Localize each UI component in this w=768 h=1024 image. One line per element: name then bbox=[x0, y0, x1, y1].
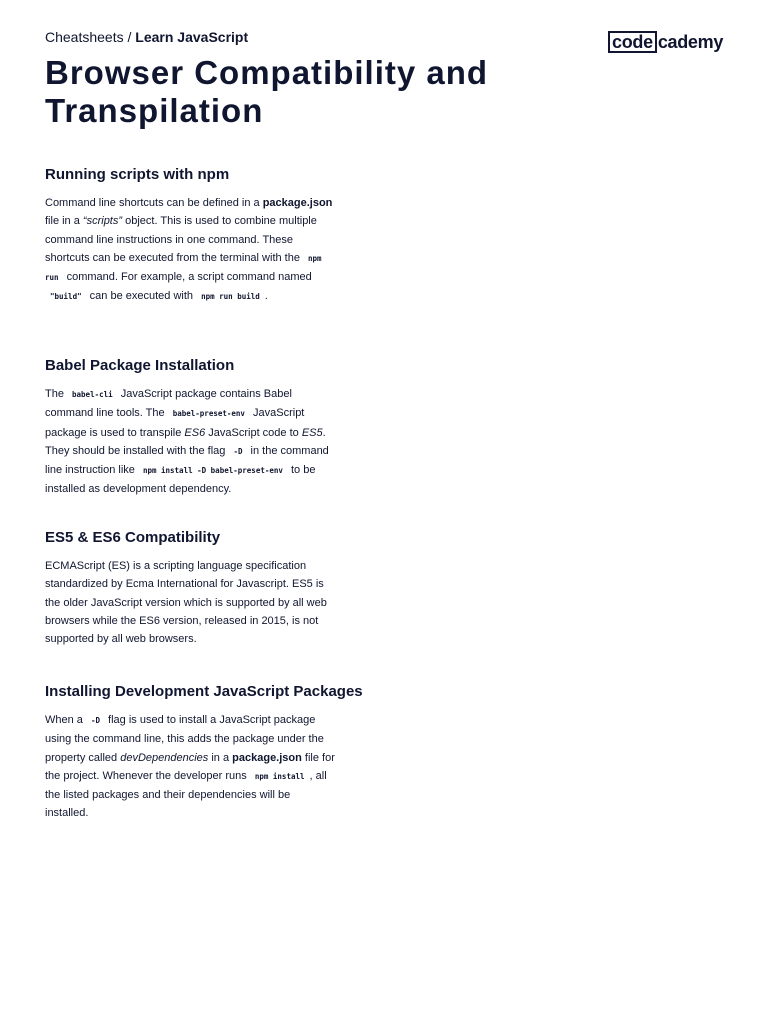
section-es5-es6-compatibility bbox=[45, 529, 345, 648]
codecademy-logo[interactable] bbox=[608, 31, 723, 53]
text: in the command line instruction like bbox=[45, 444, 329, 477]
logo-code-box: code bbox=[608, 31, 657, 53]
section-heading: Babel Package Installation bbox=[45, 357, 235, 374]
text: JavaScript package is used to transpile bbox=[45, 407, 305, 439]
text: object. This is used to combine multiple command line instructions in one command. These shortcuts can be executed from the terminal with the bbox=[45, 215, 317, 264]
text: JavaScript code to bbox=[205, 426, 302, 439]
text: , all the listed packages and their dependencies will be installed. bbox=[45, 769, 327, 820]
inline-code: babel-cli bbox=[72, 390, 113, 399]
text: in a bbox=[208, 751, 233, 764]
text: can be executed with bbox=[86, 290, 197, 303]
section-body bbox=[45, 385, 335, 499]
text: JavaScript package contains Babel command line tools. The bbox=[45, 388, 292, 420]
logo-cademy-text: cademy bbox=[657, 32, 724, 52]
inline-code: npm run build bbox=[201, 292, 260, 302]
inline-code: babel-preset-env bbox=[172, 409, 245, 419]
section-heading: Running scripts with npm bbox=[45, 166, 230, 183]
section-heading: ES5 & ES6 Compatibility bbox=[45, 529, 221, 546]
bold-text: package.json bbox=[262, 197, 333, 209]
breadcrumb bbox=[45, 29, 248, 45]
section-body bbox=[45, 557, 335, 648]
inline-code: npm run bbox=[45, 253, 322, 283]
breadcrumb-link-learn-javascript[interactable]: Learn JavaScript bbox=[135, 29, 249, 45]
italic-text: “scripts” bbox=[82, 215, 123, 228]
italic-text: devDependencies bbox=[120, 751, 209, 764]
text: ECMAScript (ES) is a scripting language specification standardized by Ecma International for Javascript. ES5 is the older JavaScript version which is supported by all web browsers while the ES6 version, released in 2015, is not supported by all web browsers. bbox=[45, 560, 327, 646]
section-dev-packages bbox=[45, 683, 363, 823]
inline-code: npm install -D babel-preset-env bbox=[142, 466, 283, 476]
text: command. For example, a script command named bbox=[63, 271, 312, 284]
section-running-scripts bbox=[45, 166, 345, 307]
text: to be installed as development dependency. bbox=[45, 464, 316, 496]
italic-text: ES6 bbox=[184, 426, 206, 439]
text: Command line shortcuts can be defined in a bbox=[45, 197, 263, 209]
breadcrumb-separator: / bbox=[127, 29, 132, 45]
text: file in a bbox=[45, 215, 83, 228]
text: flag is used to install a JavaScript package using the command line, this adds the package under the property called bbox=[45, 714, 324, 764]
inline-code: -D bbox=[90, 716, 100, 725]
inline-code: -D bbox=[233, 446, 243, 456]
section-heading: Installing Development JavaScript Packages bbox=[45, 683, 363, 700]
section-babel-installation bbox=[45, 357, 345, 499]
section-body bbox=[45, 194, 335, 307]
text: . They should be installed with the flag bbox=[45, 426, 326, 457]
inline-code: npm install bbox=[254, 771, 305, 781]
inline-code: "build" bbox=[50, 292, 82, 302]
text: The bbox=[45, 388, 68, 400]
section-body bbox=[45, 711, 335, 823]
text: When a bbox=[45, 714, 86, 726]
page-title: Browser Compatibility and Transpilation bbox=[45, 54, 489, 129]
breadcrumb-link-cheatsheets[interactable]: Cheatsheets bbox=[45, 29, 124, 45]
text: . bbox=[264, 290, 268, 303]
bold-text: package.json bbox=[232, 751, 302, 764]
italic-text: ES5 bbox=[301, 426, 323, 439]
text: file for the project. Whenever the developer runs bbox=[45, 751, 335, 782]
